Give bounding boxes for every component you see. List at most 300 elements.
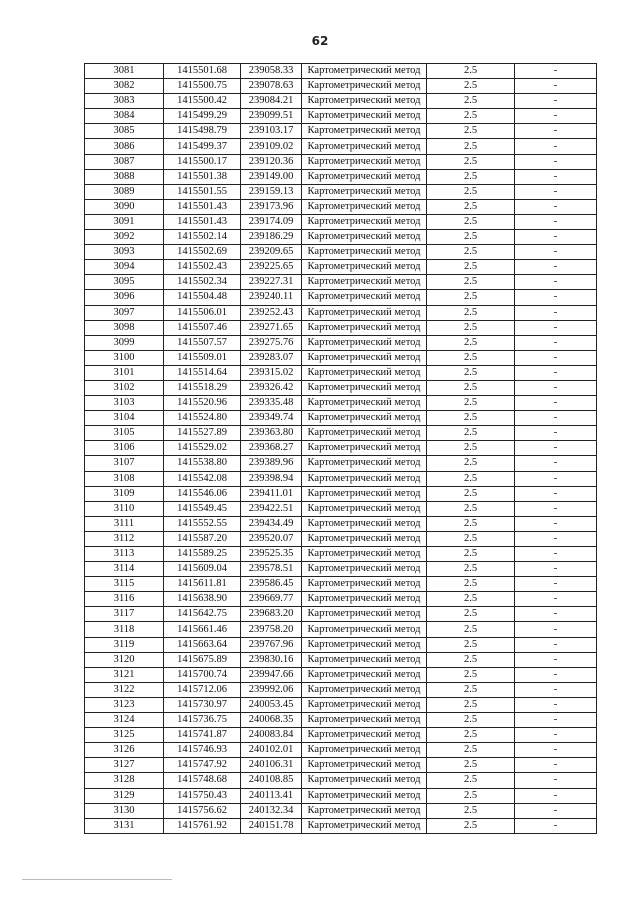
y-coordinate-cell: 239992.06 — [241, 682, 302, 697]
method-cell: Картометрический метод — [302, 365, 427, 380]
note-cell: - — [515, 64, 597, 79]
method-cell: Картометрический метод — [302, 637, 427, 652]
y-coordinate-cell: 240113.41 — [241, 788, 302, 803]
method-cell: Картометрический метод — [302, 803, 427, 818]
y-coordinate-cell: 239422.51 — [241, 501, 302, 516]
table-row — [85, 667, 597, 682]
accuracy-cell: 2.5 — [427, 667, 515, 682]
note-cell: - — [515, 471, 597, 486]
x-coordinate-cell: 1415520.96 — [164, 396, 241, 411]
accuracy-cell: 2.5 — [427, 773, 515, 788]
accuracy-cell: 2.5 — [427, 290, 515, 305]
table-row — [85, 486, 597, 501]
note-cell: - — [515, 230, 597, 245]
accuracy-cell: 2.5 — [427, 728, 515, 743]
table-row — [85, 577, 597, 592]
point-number-cell: 3108 — [85, 471, 164, 486]
accuracy-cell: 2.5 — [427, 803, 515, 818]
table-row — [85, 501, 597, 516]
x-coordinate-cell: 1415518.29 — [164, 380, 241, 395]
point-number-cell: 3099 — [85, 335, 164, 350]
x-coordinate-cell: 1415500.75 — [164, 79, 241, 94]
y-coordinate-cell: 240151.78 — [241, 818, 302, 833]
table-row — [85, 773, 597, 788]
point-number-cell: 3098 — [85, 320, 164, 335]
y-coordinate-cell: 239335.48 — [241, 396, 302, 411]
point-number-cell: 3097 — [85, 305, 164, 320]
table-row — [85, 471, 597, 486]
y-coordinate-cell: 239683.20 — [241, 607, 302, 622]
point-number-cell: 3121 — [85, 667, 164, 682]
footer-divider — [22, 879, 172, 880]
x-coordinate-cell: 1415500.17 — [164, 154, 241, 169]
x-coordinate-cell: 1415502.69 — [164, 245, 241, 260]
table-row — [85, 154, 597, 169]
method-cell: Картометрический метод — [302, 697, 427, 712]
x-coordinate-cell: 1415509.01 — [164, 350, 241, 365]
method-cell: Картометрический метод — [302, 109, 427, 124]
method-cell: Картометрический метод — [302, 471, 427, 486]
note-cell: - — [515, 697, 597, 712]
point-number-cell: 3123 — [85, 697, 164, 712]
method-cell: Картометрический метод — [302, 562, 427, 577]
table-row — [85, 290, 597, 305]
note-cell: - — [515, 124, 597, 139]
method-cell: Картометрический метод — [302, 577, 427, 592]
x-coordinate-cell: 1415501.43 — [164, 199, 241, 214]
accuracy-cell: 2.5 — [427, 788, 515, 803]
point-number-cell: 3094 — [85, 260, 164, 275]
y-coordinate-cell: 239389.96 — [241, 456, 302, 471]
x-coordinate-cell: 1415507.57 — [164, 335, 241, 350]
method-cell: Картометрический метод — [302, 79, 427, 94]
note-cell: - — [515, 79, 597, 94]
table-row — [85, 64, 597, 79]
note-cell: - — [515, 335, 597, 350]
x-coordinate-cell: 1415499.29 — [164, 109, 241, 124]
y-coordinate-cell: 239411.01 — [241, 486, 302, 501]
point-number-cell: 3130 — [85, 803, 164, 818]
y-coordinate-cell: 239283.07 — [241, 350, 302, 365]
note-cell: - — [515, 562, 597, 577]
table-row — [85, 713, 597, 728]
y-coordinate-cell: 240108.85 — [241, 773, 302, 788]
y-coordinate-cell: 239159.13 — [241, 184, 302, 199]
method-cell: Картометрический метод — [302, 516, 427, 531]
accuracy-cell: 2.5 — [427, 547, 515, 562]
accuracy-cell: 2.5 — [427, 350, 515, 365]
table-row — [85, 516, 597, 531]
point-number-cell: 3096 — [85, 290, 164, 305]
y-coordinate-cell: 239758.20 — [241, 622, 302, 637]
accuracy-cell: 2.5 — [427, 758, 515, 773]
point-number-cell: 3127 — [85, 758, 164, 773]
method-cell: Картометрический метод — [302, 411, 427, 426]
point-number-cell: 3081 — [85, 64, 164, 79]
note-cell: - — [515, 380, 597, 395]
point-number-cell: 3082 — [85, 79, 164, 94]
method-cell: Картометрический метод — [302, 290, 427, 305]
table-row — [85, 637, 597, 652]
note-cell: - — [515, 758, 597, 773]
y-coordinate-cell: 239830.16 — [241, 652, 302, 667]
table-row — [85, 682, 597, 697]
point-number-cell: 3109 — [85, 486, 164, 501]
accuracy-cell: 2.5 — [427, 169, 515, 184]
method-cell: Картометрический метод — [302, 501, 427, 516]
point-number-cell: 3119 — [85, 637, 164, 652]
note-cell: - — [515, 290, 597, 305]
page-number: 62 — [311, 34, 329, 48]
note-cell: - — [515, 622, 597, 637]
x-coordinate-cell: 1415730.97 — [164, 697, 241, 712]
accuracy-cell: 2.5 — [427, 64, 515, 79]
note-cell: - — [515, 531, 597, 546]
table-row — [85, 652, 597, 667]
x-coordinate-cell: 1415529.02 — [164, 441, 241, 456]
note-cell: - — [515, 818, 597, 833]
x-coordinate-cell: 1415675.89 — [164, 652, 241, 667]
accuracy-cell: 2.5 — [427, 592, 515, 607]
accuracy-cell: 2.5 — [427, 818, 515, 833]
x-coordinate-cell: 1415746.93 — [164, 743, 241, 758]
table-row — [85, 335, 597, 350]
x-coordinate-cell: 1415609.04 — [164, 562, 241, 577]
point-number-cell: 3095 — [85, 275, 164, 290]
note-cell: - — [515, 245, 597, 260]
x-coordinate-cell: 1415501.55 — [164, 184, 241, 199]
method-cell: Картометрический метод — [302, 667, 427, 682]
note-cell: - — [515, 396, 597, 411]
x-coordinate-cell: 1415552.55 — [164, 516, 241, 531]
y-coordinate-cell: 239103.17 — [241, 124, 302, 139]
method-cell: Картометрический метод — [302, 682, 427, 697]
method-cell: Картометрический метод — [302, 486, 427, 501]
x-coordinate-cell: 1415638.90 — [164, 592, 241, 607]
accuracy-cell: 2.5 — [427, 622, 515, 637]
method-cell: Картометрический метод — [302, 64, 427, 79]
x-coordinate-cell: 1415736.75 — [164, 713, 241, 728]
point-number-cell: 3118 — [85, 622, 164, 637]
y-coordinate-cell: 239767.96 — [241, 637, 302, 652]
point-number-cell: 3092 — [85, 230, 164, 245]
point-number-cell: 3093 — [85, 245, 164, 260]
table-row — [85, 350, 597, 365]
point-number-cell: 3100 — [85, 350, 164, 365]
x-coordinate-cell: 1415506.01 — [164, 305, 241, 320]
y-coordinate-cell: 239225.65 — [241, 260, 302, 275]
method-cell: Картометрический метод — [302, 441, 427, 456]
note-cell: - — [515, 592, 597, 607]
accuracy-cell: 2.5 — [427, 697, 515, 712]
method-cell: Картометрический метод — [302, 652, 427, 667]
point-number-cell: 3124 — [85, 713, 164, 728]
accuracy-cell: 2.5 — [427, 743, 515, 758]
y-coordinate-cell: 239240.11 — [241, 290, 302, 305]
point-number-cell: 3086 — [85, 139, 164, 154]
accuracy-cell: 2.5 — [427, 320, 515, 335]
y-coordinate-cell: 239315.02 — [241, 365, 302, 380]
table-row — [85, 426, 597, 441]
x-coordinate-cell: 1415750.43 — [164, 788, 241, 803]
accuracy-cell: 2.5 — [427, 214, 515, 229]
point-number-cell: 3103 — [85, 396, 164, 411]
note-cell: - — [515, 682, 597, 697]
y-coordinate-cell: 239586.45 — [241, 577, 302, 592]
y-coordinate-cell: 239120.36 — [241, 154, 302, 169]
x-coordinate-cell: 1415747.92 — [164, 758, 241, 773]
point-number-cell: 3131 — [85, 818, 164, 833]
x-coordinate-cell: 1415700.74 — [164, 667, 241, 682]
point-number-cell: 3128 — [85, 773, 164, 788]
y-coordinate-cell: 239186.29 — [241, 230, 302, 245]
y-coordinate-cell: 239078.63 — [241, 79, 302, 94]
table-row — [85, 184, 597, 199]
table-row — [85, 592, 597, 607]
point-number-cell: 3105 — [85, 426, 164, 441]
table-row — [85, 396, 597, 411]
method-cell: Картометрический метод — [302, 607, 427, 622]
x-coordinate-cell: 1415501.43 — [164, 214, 241, 229]
x-coordinate-cell: 1415527.89 — [164, 426, 241, 441]
y-coordinate-cell: 239669.77 — [241, 592, 302, 607]
note-cell: - — [515, 441, 597, 456]
x-coordinate-cell: 1415502.34 — [164, 275, 241, 290]
coordinates-table — [84, 63, 597, 834]
table-row — [85, 124, 597, 139]
point-number-cell: 3084 — [85, 109, 164, 124]
accuracy-cell: 2.5 — [427, 577, 515, 592]
table-row — [85, 94, 597, 109]
method-cell: Картометрический метод — [302, 396, 427, 411]
table-row — [85, 139, 597, 154]
x-coordinate-cell: 1415611.81 — [164, 577, 241, 592]
accuracy-cell: 2.5 — [427, 109, 515, 124]
x-coordinate-cell: 1415499.37 — [164, 139, 241, 154]
point-number-cell: 3091 — [85, 214, 164, 229]
accuracy-cell: 2.5 — [427, 124, 515, 139]
method-cell: Картометрический метод — [302, 94, 427, 109]
note-cell: - — [515, 365, 597, 380]
method-cell: Картометрический метод — [302, 260, 427, 275]
table-row — [85, 305, 597, 320]
y-coordinate-cell: 239326.42 — [241, 380, 302, 395]
accuracy-cell: 2.5 — [427, 184, 515, 199]
note-cell: - — [515, 713, 597, 728]
x-coordinate-cell: 1415501.38 — [164, 169, 241, 184]
table-row — [85, 320, 597, 335]
table-row — [85, 803, 597, 818]
accuracy-cell: 2.5 — [427, 652, 515, 667]
note-cell: - — [515, 501, 597, 516]
note-cell: - — [515, 607, 597, 622]
accuracy-cell: 2.5 — [427, 230, 515, 245]
point-number-cell: 3107 — [85, 456, 164, 471]
y-coordinate-cell: 239209.65 — [241, 245, 302, 260]
accuracy-cell: 2.5 — [427, 245, 515, 260]
table-row — [85, 728, 597, 743]
method-cell: Картометрический метод — [302, 592, 427, 607]
point-number-cell: 3087 — [85, 154, 164, 169]
note-cell: - — [515, 199, 597, 214]
x-coordinate-cell: 1415504.48 — [164, 290, 241, 305]
note-cell: - — [515, 547, 597, 562]
x-coordinate-cell: 1415538.80 — [164, 456, 241, 471]
y-coordinate-cell: 239173.96 — [241, 199, 302, 214]
y-coordinate-cell: 239520.07 — [241, 531, 302, 546]
x-coordinate-cell: 1415589.25 — [164, 547, 241, 562]
note-cell: - — [515, 169, 597, 184]
y-coordinate-cell: 239099.51 — [241, 109, 302, 124]
note-cell: - — [515, 350, 597, 365]
note-cell: - — [515, 214, 597, 229]
point-number-cell: 3116 — [85, 592, 164, 607]
note-cell: - — [515, 139, 597, 154]
x-coordinate-cell: 1415502.14 — [164, 230, 241, 245]
note-cell: - — [515, 154, 597, 169]
point-number-cell: 3114 — [85, 562, 164, 577]
accuracy-cell: 2.5 — [427, 396, 515, 411]
method-cell: Картометрический метод — [302, 531, 427, 546]
y-coordinate-cell: 239947.66 — [241, 667, 302, 682]
accuracy-cell: 2.5 — [427, 501, 515, 516]
table-row — [85, 758, 597, 773]
accuracy-cell: 2.5 — [427, 139, 515, 154]
y-coordinate-cell: 239368.27 — [241, 441, 302, 456]
table-row — [85, 562, 597, 577]
point-number-cell: 3126 — [85, 743, 164, 758]
table-row — [85, 380, 597, 395]
y-coordinate-cell: 239227.31 — [241, 275, 302, 290]
method-cell: Картометрический метод — [302, 230, 427, 245]
x-coordinate-cell: 1415546.06 — [164, 486, 241, 501]
point-number-cell: 3111 — [85, 516, 164, 531]
y-coordinate-cell: 239271.65 — [241, 320, 302, 335]
x-coordinate-cell: 1415661.46 — [164, 622, 241, 637]
point-number-cell: 3129 — [85, 788, 164, 803]
accuracy-cell: 2.5 — [427, 441, 515, 456]
y-coordinate-cell: 239149.00 — [241, 169, 302, 184]
point-number-cell: 3085 — [85, 124, 164, 139]
note-cell: - — [515, 637, 597, 652]
accuracy-cell: 2.5 — [427, 456, 515, 471]
x-coordinate-cell: 1415663.64 — [164, 637, 241, 652]
y-coordinate-cell: 239398.94 — [241, 471, 302, 486]
table-row — [85, 622, 597, 637]
y-coordinate-cell: 239109.02 — [241, 139, 302, 154]
point-number-cell: 3122 — [85, 682, 164, 697]
x-coordinate-cell: 1415549.45 — [164, 501, 241, 516]
note-cell: - — [515, 275, 597, 290]
accuracy-cell: 2.5 — [427, 531, 515, 546]
table-row — [85, 169, 597, 184]
point-number-cell: 3106 — [85, 441, 164, 456]
point-number-cell: 3113 — [85, 547, 164, 562]
note-cell: - — [515, 743, 597, 758]
accuracy-cell: 2.5 — [427, 682, 515, 697]
accuracy-cell: 2.5 — [427, 260, 515, 275]
x-coordinate-cell: 1415514.64 — [164, 365, 241, 380]
table-row — [85, 109, 597, 124]
method-cell: Картометрический метод — [302, 335, 427, 350]
y-coordinate-cell: 240068.35 — [241, 713, 302, 728]
point-number-cell: 3102 — [85, 380, 164, 395]
method-cell: Картометрический метод — [302, 426, 427, 441]
method-cell: Картометрический метод — [302, 350, 427, 365]
x-coordinate-cell: 1415748.68 — [164, 773, 241, 788]
y-coordinate-cell: 239363.80 — [241, 426, 302, 441]
note-cell: - — [515, 773, 597, 788]
method-cell: Картометрический метод — [302, 713, 427, 728]
note-cell: - — [515, 456, 597, 471]
note-cell: - — [515, 788, 597, 803]
accuracy-cell: 2.5 — [427, 365, 515, 380]
note-cell: - — [515, 667, 597, 682]
note-cell: - — [515, 109, 597, 124]
point-number-cell: 3115 — [85, 577, 164, 592]
y-coordinate-cell: 239058.33 — [241, 64, 302, 79]
method-cell: Картометрический метод — [302, 214, 427, 229]
y-coordinate-cell: 240083.84 — [241, 728, 302, 743]
point-number-cell: 3101 — [85, 365, 164, 380]
table-row — [85, 365, 597, 380]
x-coordinate-cell: 1415542.08 — [164, 471, 241, 486]
method-cell: Картометрический метод — [302, 728, 427, 743]
method-cell: Картометрический метод — [302, 758, 427, 773]
method-cell: Картометрический метод — [302, 275, 427, 290]
method-cell: Картометрический метод — [302, 184, 427, 199]
x-coordinate-cell: 1415524.80 — [164, 411, 241, 426]
y-coordinate-cell: 239275.76 — [241, 335, 302, 350]
table-row — [85, 743, 597, 758]
y-coordinate-cell: 239349.74 — [241, 411, 302, 426]
coordinates-table-body — [85, 64, 597, 834]
note-cell: - — [515, 577, 597, 592]
y-coordinate-cell: 240102.01 — [241, 743, 302, 758]
method-cell: Картометрический метод — [302, 139, 427, 154]
note-cell: - — [515, 411, 597, 426]
method-cell: Картометрический метод — [302, 773, 427, 788]
x-coordinate-cell: 1415756.62 — [164, 803, 241, 818]
method-cell: Картометрический метод — [302, 788, 427, 803]
y-coordinate-cell: 239578.51 — [241, 562, 302, 577]
accuracy-cell: 2.5 — [427, 199, 515, 214]
y-coordinate-cell: 240053.45 — [241, 697, 302, 712]
note-cell: - — [515, 94, 597, 109]
method-cell: Картометрический метод — [302, 305, 427, 320]
method-cell: Картометрический метод — [302, 169, 427, 184]
y-coordinate-cell: 239525.35 — [241, 547, 302, 562]
table-row — [85, 818, 597, 833]
table-row — [85, 531, 597, 546]
method-cell: Картометрический метод — [302, 456, 427, 471]
note-cell: - — [515, 728, 597, 743]
point-number-cell: 3112 — [85, 531, 164, 546]
x-coordinate-cell: 1415761.92 — [164, 818, 241, 833]
accuracy-cell: 2.5 — [427, 713, 515, 728]
point-number-cell: 3117 — [85, 607, 164, 622]
note-cell: - — [515, 320, 597, 335]
point-number-cell: 3088 — [85, 169, 164, 184]
method-cell: Картометрический метод — [302, 154, 427, 169]
x-coordinate-cell: 1415587.20 — [164, 531, 241, 546]
method-cell: Картометрический метод — [302, 199, 427, 214]
x-coordinate-cell: 1415502.43 — [164, 260, 241, 275]
table-row — [85, 199, 597, 214]
accuracy-cell: 2.5 — [427, 486, 515, 501]
table-row — [85, 260, 597, 275]
table-row — [85, 230, 597, 245]
